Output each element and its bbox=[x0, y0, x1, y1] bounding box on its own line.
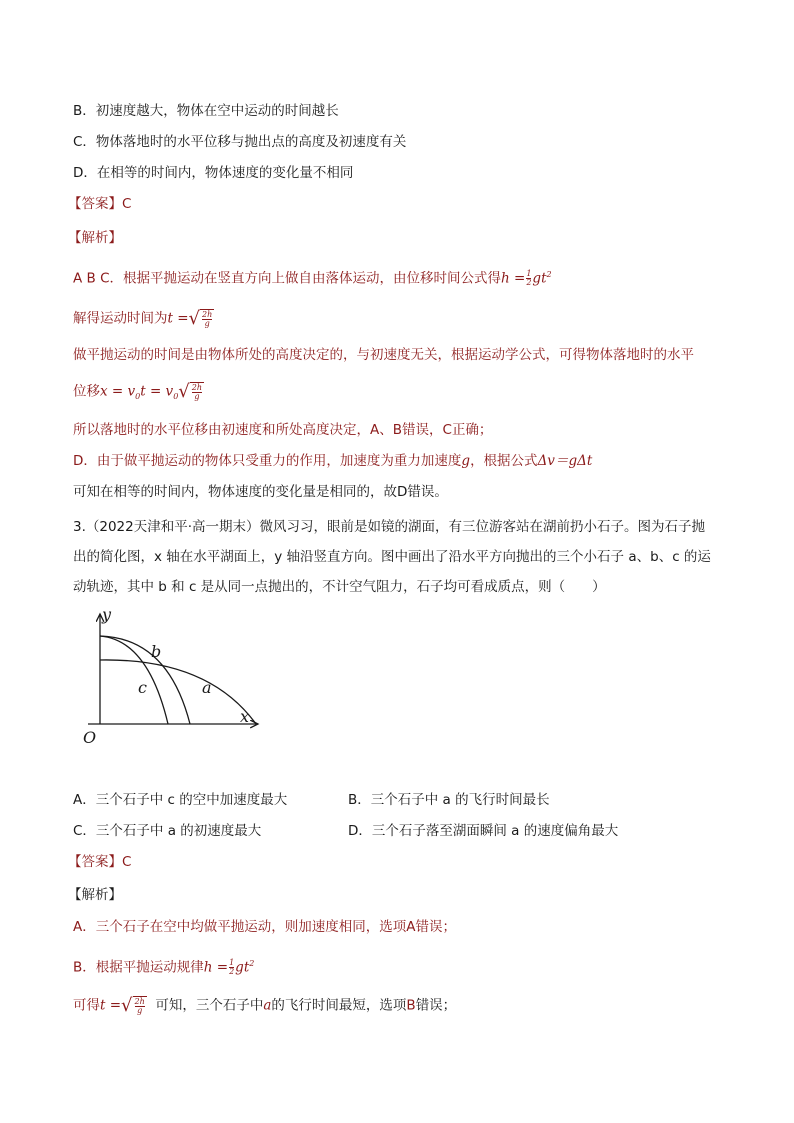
q3-option-c: C．三个石子中 a 的初速度最大 bbox=[73, 823, 262, 839]
answer-label: 【答案】C bbox=[68, 196, 132, 212]
analysis-line-6: D．由于做平抛运动的物体只受重力的作用，加速度为重力加速度g，根据公式Δv＝gΔt bbox=[73, 453, 593, 469]
curve-a bbox=[100, 660, 256, 724]
q3-analysis-line-1: A．三个石子在空中均做平抛运动，则加速度相同，选项A错误； bbox=[73, 919, 456, 935]
analysis-line-7: 可知在相等的时间内，物体速度的变化量是相同的，故D错误。 bbox=[73, 484, 448, 500]
option-d: D．在相等的时间内，物体速度的变化量不相同 bbox=[73, 165, 354, 181]
analysis-line-4: 位移$x = v_0t = v_0$ √ $\frac{2h}{g}$ bbox=[73, 380, 203, 402]
analysis-label: 【解析】 bbox=[68, 230, 122, 246]
q3-analysis-line-3: 可得t = √ $\frac{2h}{g}$ 可知，三个石子中a的飞行时间最短，选项B错误； bbox=[73, 994, 457, 1016]
option-c: C．物体落地时的水平位移与抛出点的高度及初速度有关 bbox=[73, 134, 407, 150]
analysis-line-2: 解得运动时间为t = √ $\frac{2h}{g}$ bbox=[73, 307, 213, 329]
q3-analysis-line-2: B．根据平抛运动规律h = $\frac{1}{2}$ $gt^2$ bbox=[73, 958, 255, 976]
curve-b-label: b bbox=[151, 642, 162, 661]
curve-a-label: a bbox=[202, 678, 212, 697]
question3-line-1: 3.（2022天津和平·高一期末）微风习习，眼前是如镜的湖面，有三位游客站在湖前扔小石子。图为石子抛 bbox=[73, 519, 706, 535]
x-axis-label: x bbox=[240, 707, 250, 726]
q3-option-d: D．三个石子落至湖面瞬间 a 的速度偏角最大 bbox=[348, 823, 619, 839]
origin-label: O bbox=[83, 728, 97, 747]
q3-option-a: A．三个石子中 c 的空中加速度最大 bbox=[73, 792, 288, 808]
curve-c-label: c bbox=[138, 678, 147, 697]
q3-answer-label: 【答案】C bbox=[68, 854, 132, 870]
q3-analysis-label: 【解析】 bbox=[68, 887, 122, 903]
question3-line-2: 出的简化图，x 轴在水平湖面上，y 轴沿竖直方向。图中画出了沿水平方向抛出的三个小石子 a、b、c 的运 bbox=[73, 549, 711, 565]
question3-line-3: 动轨迹，其中 b 和 c 是从同一点抛出的，不计空气阻力，石子均可看成质点，则（ ） bbox=[73, 579, 606, 595]
trajectory-figure bbox=[78, 600, 268, 750]
analysis-line-3: 做平抛运动的时间是由物体所处的高度决定的，与初速度无关，根据运动学公式，可得物体落地时的水平 bbox=[73, 347, 694, 363]
y-axis-label: y bbox=[102, 605, 112, 624]
option-b: B．初速度越大，物体在空中运动的时间越长 bbox=[73, 103, 339, 119]
analysis-line-5: 所以落地时的水平位移由初速度和所处高度决定，A、B错误，C正确； bbox=[73, 422, 493, 438]
analysis-line-1: A B C．根据平抛运动在竖直方向上做自由落体运动，由位移时间公式得h = $\frac{1}{2}$ $gt^2$ bbox=[73, 269, 552, 287]
q3-option-b: B．三个石子中 a 的飞行时间最长 bbox=[348, 792, 550, 808]
